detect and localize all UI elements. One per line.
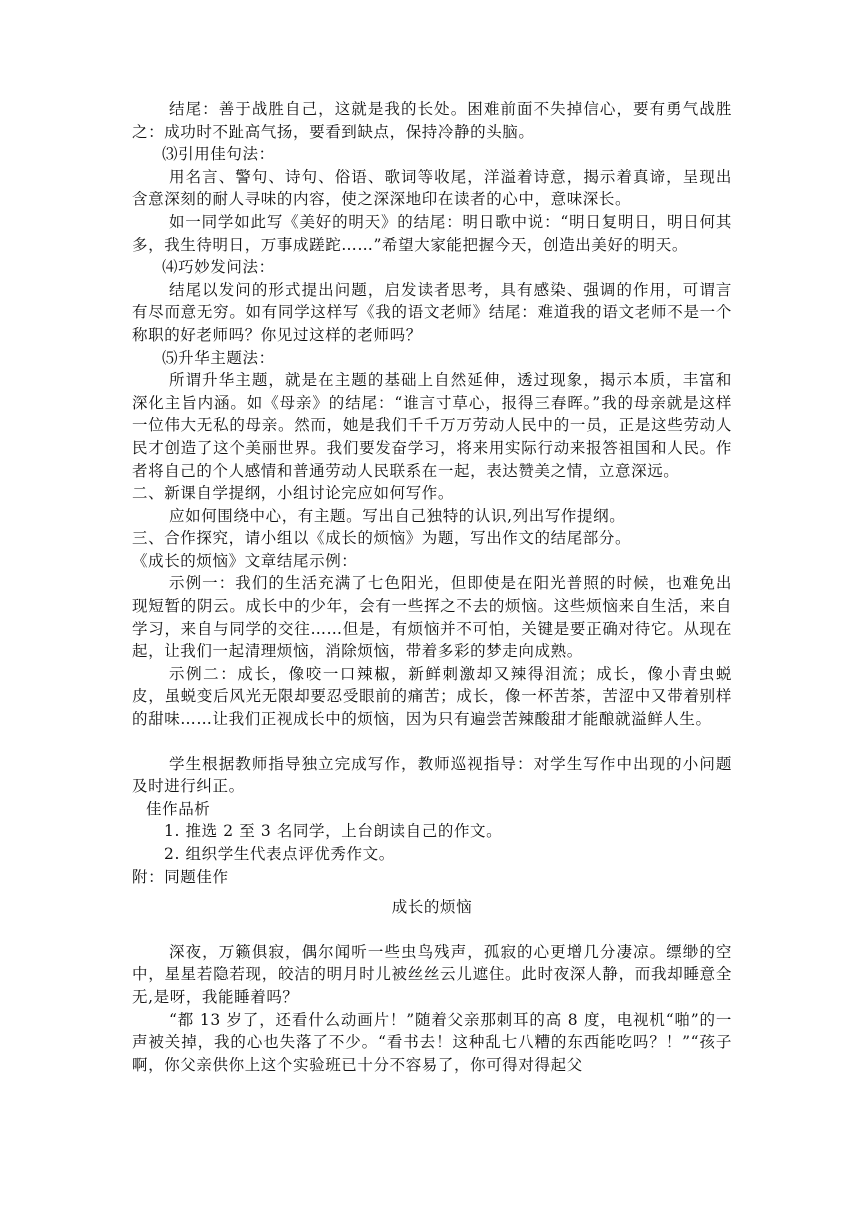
example-one: 示例一：我们的生活充满了七色阳光，但即使是在阳光普照的时候，也难免出现短暂的阴云。成长中的少年，会有一些挥之不去的烦恼。这些烦恼来自生活，来自学习，来自与同学的交往……但是，有烦恼并不可怕，关键是要正确对待它。从现在起，让我们一起清理烦恼，消除烦恼，带着多彩的梦走向成熟。 [132, 574, 732, 661]
spacer [132, 731, 732, 753]
spacer [132, 888, 732, 896]
list-item-1: 1. 推选 2 至 3 名同学，上台朗读自己的作文。 [164, 822, 503, 841]
spacer [132, 919, 732, 941]
section-two-paragraph: 应如何围绕中心，有主题。写出自己独特的认识,列出写作提纲。 [169, 506, 626, 525]
heading-quote-method: ⑶引用佳句法： [162, 145, 275, 164]
section-three-subheading: 《成长的烦恼》文章结尾示例： [132, 551, 358, 570]
section-two-heading: 二、新课自学提纲，小组讨论完应如何写作。 [132, 484, 455, 503]
paragraph-quote-example: 如一同学如此写《美好的明天》的结尾：明日歌中说：“明日复明日，明日何其多，我生待明日，万事成蹉跎……”希望大家能把握今天，创造出美好的明天。 [132, 212, 732, 254]
paragraph-sublimation-method: 所谓升华主题，就是在主题的基础上自然延伸，透过现象，揭示本质，丰富和深化主旨内涵。如《母亲》的结尾：“谁言寸草心，报得三春晖。”我的母亲就是这样一位伟大无私的母亲。然而，她是我们千千万万劳动人民中的一员，正是这些劳动人民才创造了这个美丽世界。我们要发奋学习，将来用实际行动来报答祖国和人民。作者将自己的个人感情和普通劳动人民联系在一起，表达赞美之情，立意深远。 [132, 371, 732, 480]
essay-paragraph-2: “都 13 岁了，还看什么动画片！”随着父亲那刺耳的高 8 度，电视机“啪”的一声被关掉，我的心也失落了不少。“看书去！这种乱七八糟的东西能吃吗？！”“孩子啊，你父亲供你上这个实验班已十分不容易了，你可得对得起父 [132, 1010, 732, 1074]
writing-guidance: 学生根据教师指导独立完成写作，教师巡视指导：对学生写作中出现的小问题及时进行纠正。 [132, 754, 732, 796]
section-three-heading: 三、合作探究，请小组以《成长的烦恼》为题，写出作文的结尾部分。 [132, 529, 632, 548]
example-two: 示例二：成长，像咬一口辣椒，新鲜刺激却又辣得泪流；成长，像小青虫蜕皮，虽蜕变后风光无限却要忍受眼前的痛苦；成长，像一杯苦茶，苦涩中又带着别样的甜味……让我们正视成长中的烦恼，因为只有遍尝苦辣酸甜才能酿就溢鲜人生。 [132, 664, 732, 729]
essay-title: 成长的烦恼 [391, 898, 473, 917]
paragraph-conclusion-example: 结尾：善于战胜自己，这就是我的长处。困难前面不失掉信心，要有勇气战胜之：成功时不趾高气扬，要看到缺点，保持冷静的头脑。 [132, 100, 732, 141]
paragraph-question-method: 结尾以发问的形式提出问题，启发读者思考，具有感染、强调的作用，可谓言有尽而意无穷。如有同学这样写《我的语文老师》结尾：难道我的语文老师不是一个称职的好老师吗？你见过这样的老师吗？ [132, 280, 732, 344]
list-item-2: 2. 组织学生代表点评优秀作文。 [164, 845, 395, 863]
heading-question-method: ⑷巧妙发问法： [162, 258, 275, 277]
appendix-heading: 附：同题佳作 [132, 867, 229, 886]
paragraph-quote-method: 用名言、警句、诗句、俗语、歌词等收尾，洋溢着诗意，揭示着真谛，呈现出含意深刻的耐人寻味的内容，使之深深地印在读者的心中，意味深长。 [132, 167, 732, 209]
essay-paragraph-1: 深夜，万籁俱寂，偶尔闻听一些虫鸟残声，孤寂的心更增几分凄凉。缥缈的空中，星星若隐若现，皎洁的明月时儿被丝丝云儿遮住。此时夜深人静，而我却睡意全无,是呀，我能睡着吗？ [132, 942, 732, 1006]
document-page [132, 98, 732, 1076]
heading-sublimation-method: ⑸升华主题法： [162, 348, 275, 367]
analysis-heading: 佳作品析 [146, 799, 211, 818]
